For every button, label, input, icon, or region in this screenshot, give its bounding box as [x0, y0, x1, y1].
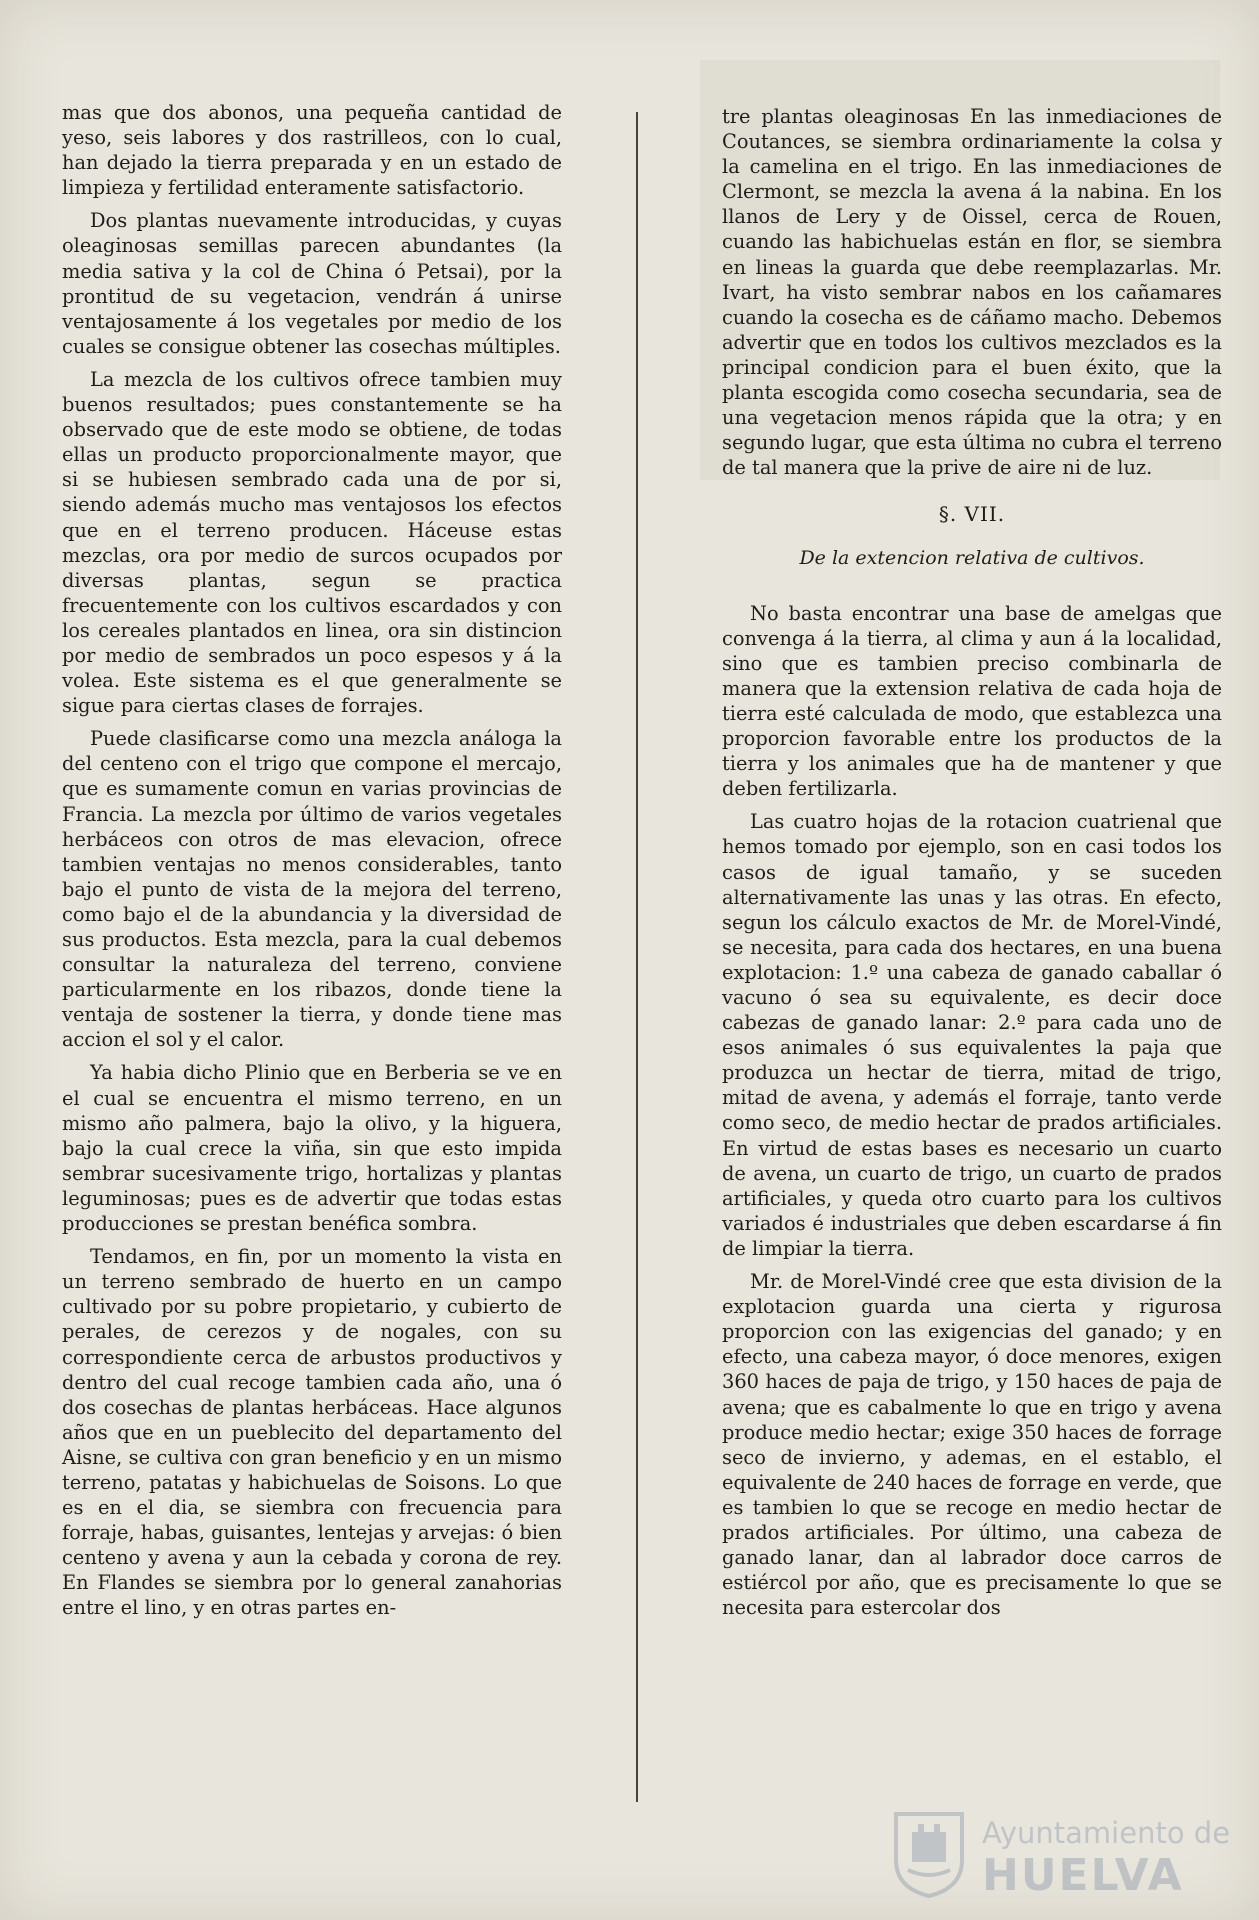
paragraph: La mezcla de los cultivos ofrece tambien muy buenos resultados; pues constantemente se ha observado que de este modo se obtiene, de todas ellas un producto proporcionalmente mayor, que si se hubiesen sembrado cada una de por si, siendo además mucho mas ventajosos los efectos que en el terreno producen. Háceuse estas mezclas, ora por medio de surcos ocupados por diversas plantas, segun se practica frecuentemente con los cultivos escardados y con los cereales plantados en linea, ora sin distincion por medio de sembrados un poco espesos y á la volea. Este sistema es el que generalmente se sigue para ciertas clases de forrajes.: [62, 367, 562, 718]
paragraph: Las cuatro hojas de la rotacion cuatrienal que hemos tomado por ejemplo, son en casi todos los casos de igual tamaño, y se suceden alternativamente las unas y las otras. En efecto, segun los cálculo exactos de Mr. de Morel-Vindé, se necesita, para cada dos hectares, en una buena explotacion: 1.º una cabeza de ganado caballar ó vacuno ó sea su equivalente, es decir doce cabezas de ganado lanar: 2.º para cada uno de esos animales ó sus equivalentes la paja que produzca un hectar de tierra, mitad de trigo, mitad de avena, y además el forraje, tanto verde como seco, de medio hectar de prados artificiales. En virtud de estas bases es necesario un cuarto de avena, un cuarto de trigo, un cuarto de prados artificiales, y queda otro cuarto para los cultivos variados é industriales que deben escardarse á fin de limpiar la tierra.: [722, 810, 1222, 1260]
paragraph: Puede clasificarse como una mezcla análoga la del centeno con el trigo que compone el mercajo, que es sumamente comun en varias provincias de Francia. La mezcla por último de varios vegetales herbáceos con otros de mas elevacion, ofrece tambien ventajas no menos considerables, tanto bajo el punto de vista de la mejora del terreno, como bajo el de la abundancia y la diversidad de sus productos. Esta mezcla, para la cual debemos consultar la naturaleza del terreno, conviene particularmente en los ribazos, donde tiene la ventaja de sostener la tierra, y donde tiene mas accion el sol y el calor.: [62, 727, 562, 1052]
archive-watermark: [890, 1810, 1231, 1901]
section-heading: §. VII.: [938, 502, 1006, 527]
coat-of-arms-icon: [890, 1810, 968, 1898]
paragraph: Mr. de Morel-Vindé cree que esta division de la explotacion guarda una cierta y rigurosa proporcion con las exigencias del ganado; y en efecto, una cabeza mayor, ó doce menores, exigen 360 haces de paja de trigo, y 150 haces de paja de avena; que es cabalmente lo que en trigo y avena produce medio hectar; exige 350 haces de forrage seco de invierno, y ademas, en el establo, el equivalente de 240 haces de forrage en verde, que es tambien lo que se recoge en medio hectar de prados artificiales. Por último, una cabeza de ganado lanar, dan al labrador doce carros de estiércol por año, que es precisamente lo que se necesita para estercolar dos: [722, 1270, 1222, 1620]
right-column: [722, 104, 1222, 1620]
left-column: [62, 100, 562, 1621]
section-subtitle: De la extencion relativa de cultivos.: [799, 546, 1145, 569]
watermark-line-2: HUELVA: [982, 1850, 1184, 1901]
watermark-line-1: Ayuntamiento de: [982, 1816, 1231, 1850]
column-divider: [636, 112, 638, 1802]
paragraph: Dos plantas nuevamente introducidas, y cuyas oleaginosas semillas parecen abundantes (la media sativa y la col de China ó Petsai), por la prontitud de su vegetacion, vendrán á unirse ventajosamente á los vegetales por medio de los cuales se consigue obtener las cosechas múltiples.: [62, 209, 562, 358]
paragraph: tre plantas oleaginosas En las inmediaciones de Coutances, se siembra ordinariamente la colsa y la camelina en el trigo. En las inmediaciones de Clermont, se mezcla la avena á la nabina. En los llanos de Lery y de Oissel, cerca de Rouen, cuando las habichuelas están en flor, se siembra en lineas la guarda que debe reemplazarlas. Mr. Ivart, ha visto sembrar nabos en los cañamares cuando la cosecha es de cáñamo macho. Debemos advertir que en todos los cultivos mezclados es la principal condicion para el buen éxito, que la planta escogida como cosecha secundaria, sea de una vegetacion menos rápida que la otra; y en segundo lugar, que esta última no cubra el terreno de tal manera que la prive de aire ni de luz.: [722, 105, 1222, 480]
paragraph: mas que dos abonos, una pequeña cantidad de yeso, seis labores y dos rastrilleos, con lo cual, han dejado la tierra preparada y en un estado de limpieza y fertilidad enteramente satisfactorio.: [62, 101, 562, 200]
paragraph: Tendamos, en fin, por un momento la vista en un terreno sembrado de huerto en un campo cultivado por su pobre propietario, y cubierto de perales, de cerezos y de nogales, con su correspondiente cerca de arbustos productivos y dentro del cual recoge tambien cada año, una ó dos cosechas de plantas herbáceas. Hace algunos años que en un pueblecito del departamento del Aisne, se cultiva con gran beneficio y en un mismo terreno, patatas y habichuelas de Soisons. Lo que es en el dia, se siembra con frecuencia para forraje, habas, guisantes, lentejas y arvejas: ó bien centeno y avena y aun la cebada y corona de rey. En Flandes se siembra por lo general zanahorias entre el lino, y en otras partes en-: [62, 1245, 562, 1620]
paragraph: No basta encontrar una base de amelgas que convenga á la tierra, al clima y aun á la localidad, sino que es tambien preciso combinarla de manera que la extension relativa de cada hoja de tierra esté calculada de modo, que establezca una proporcion favorable entre los productos de la tierra y los animales que ha de mantener y que deben fertilizarla.: [722, 601, 1222, 801]
paragraph: Ya habia dicho Plinio que en Berberia se ve en el cual se encuentra el mismo terreno, en un mismo año palmera, bajo la olivo, y la higuera, bajo la cual crece la viña, sin que esto impida sembrar sucesivamente trigo, hortalizas y plantas leguminosas; pues es de advertir que todas estas producciones se prestan benéfica sombra.: [62, 1061, 562, 1236]
